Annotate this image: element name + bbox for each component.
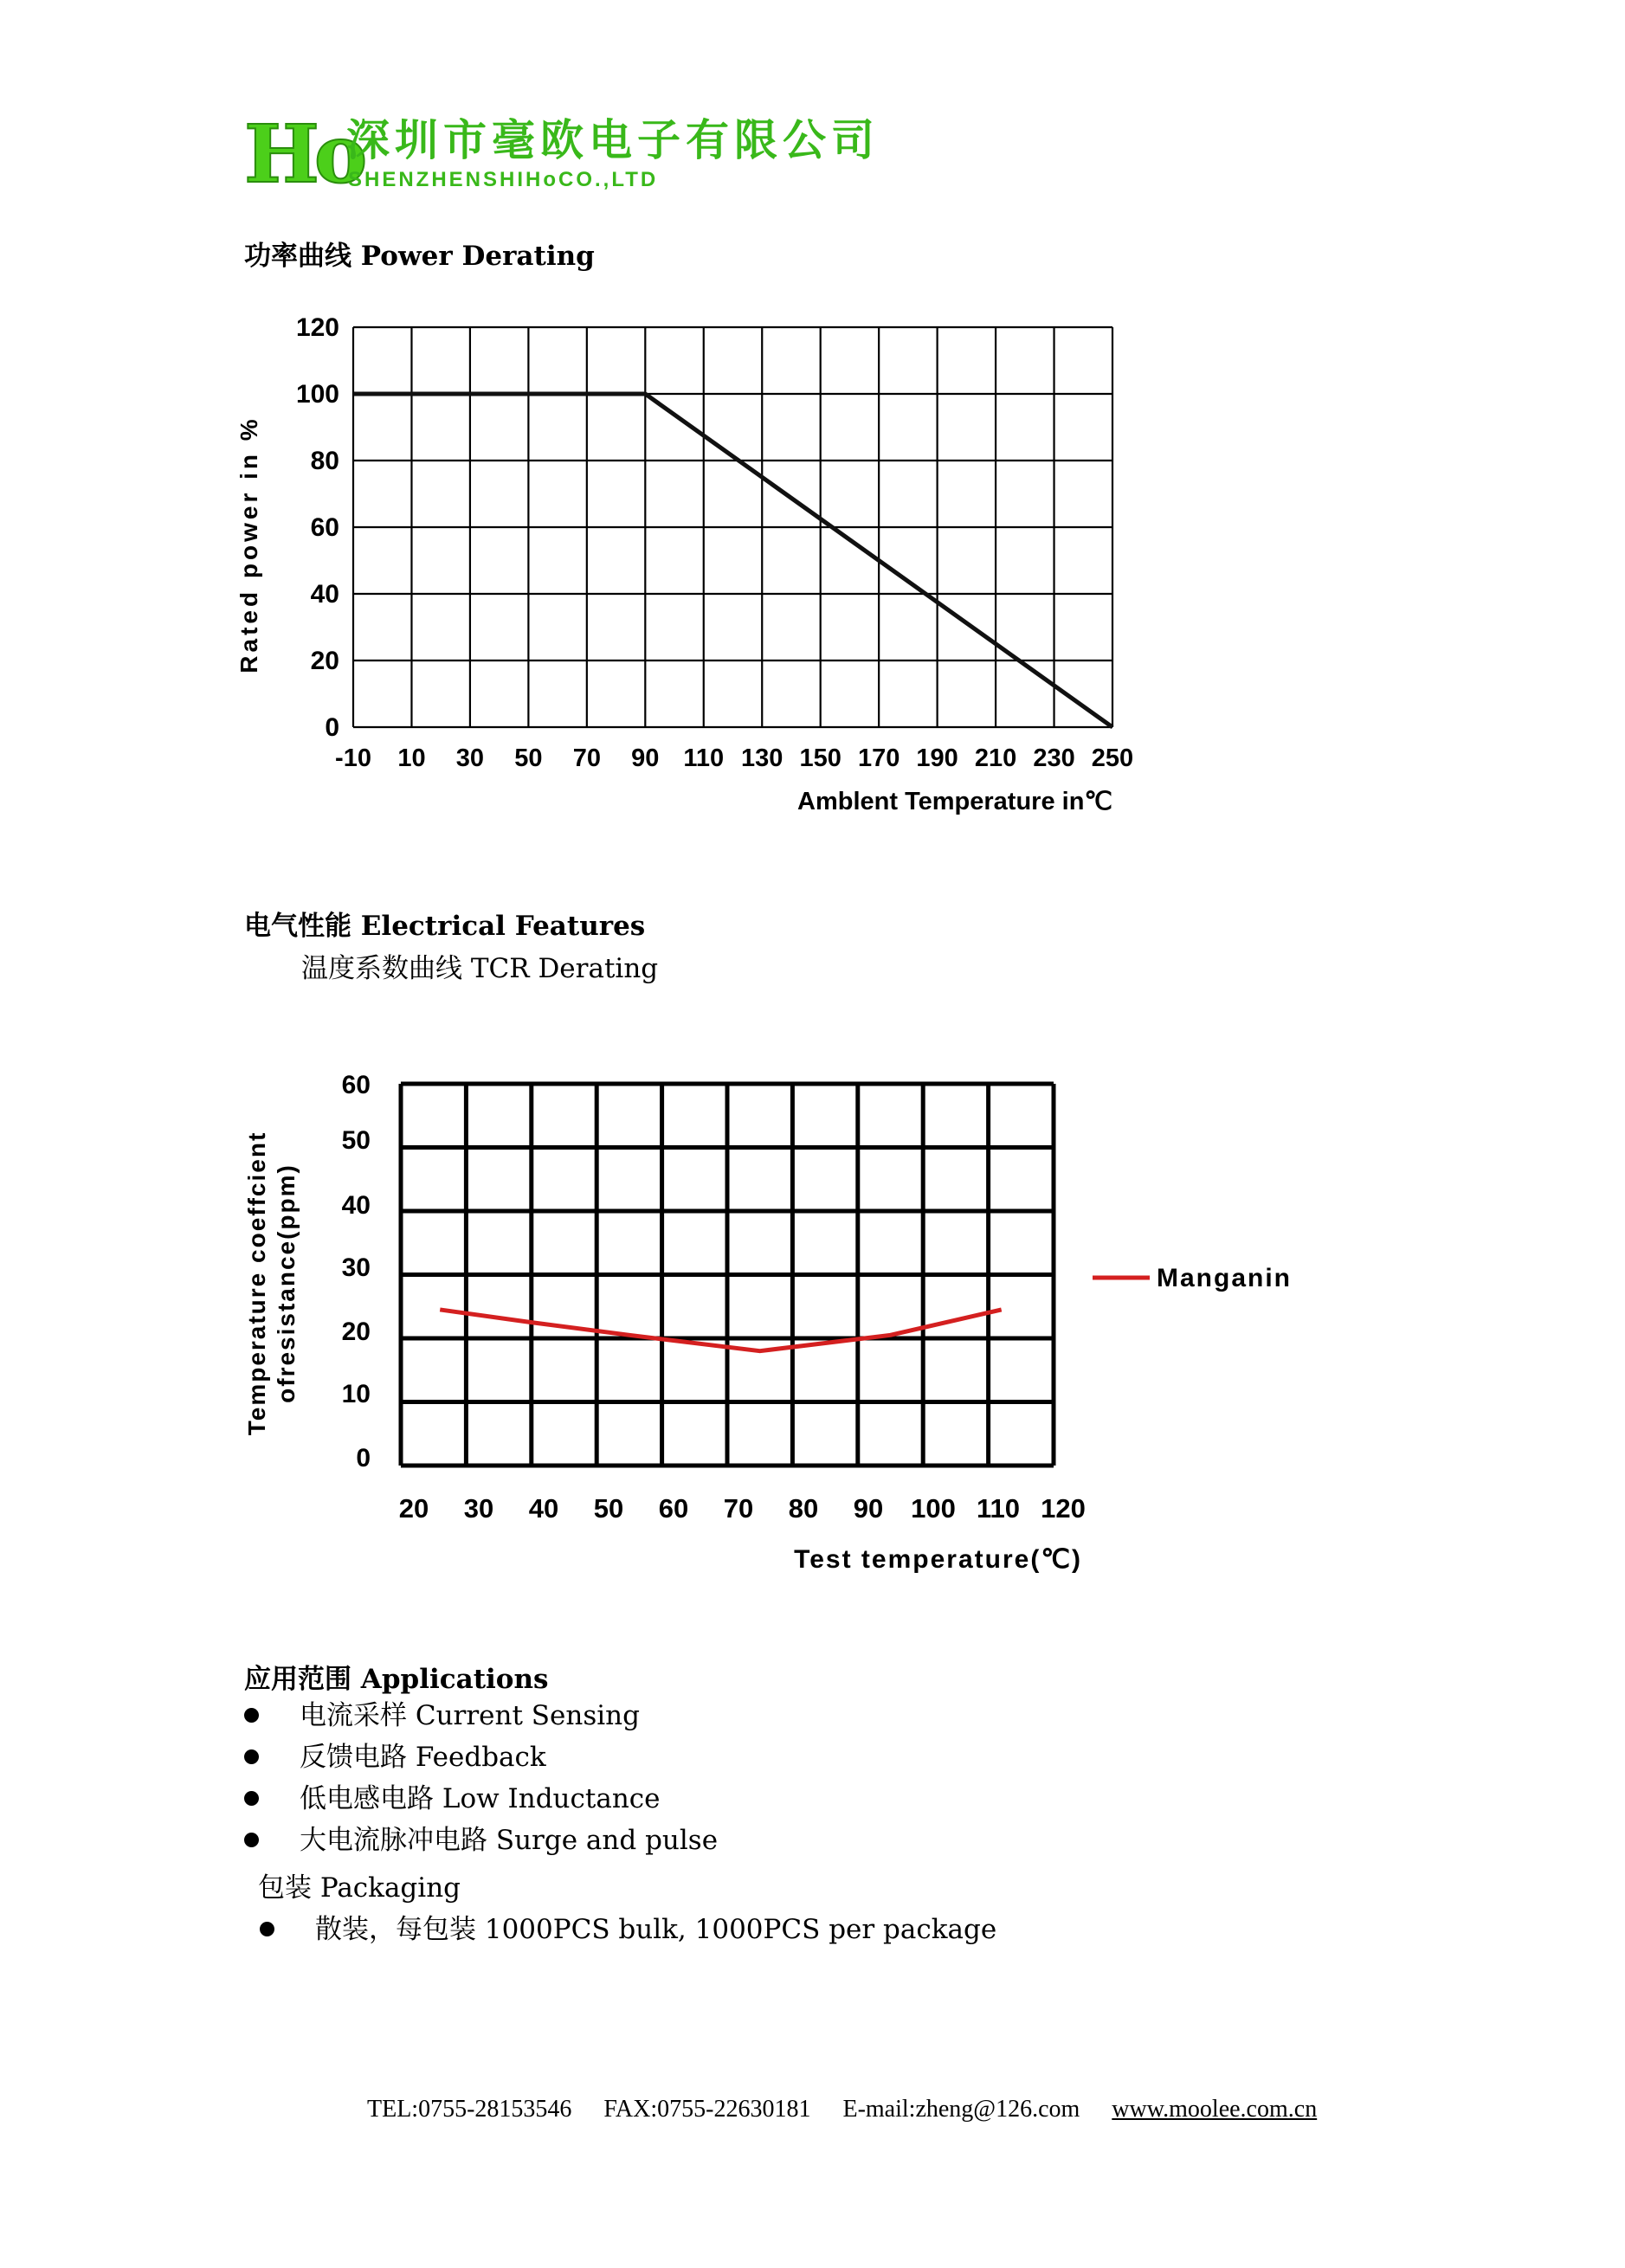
company-name-en: SHENZHENSHIHoCO.,LTD: [348, 168, 659, 191]
y-tick-label: 80: [310, 447, 339, 475]
bullet-icon: [260, 1922, 274, 1936]
y-tick-label: 60: [341, 1071, 371, 1099]
applications-heading: 应用范围 Applications: [244, 1664, 549, 1695]
x-tick-label: 250: [1091, 744, 1134, 772]
y-tick-label: 60: [310, 513, 339, 542]
footer-email[interactable]: E-mail:zheng@126.com: [842, 2096, 1080, 2123]
x-tick-label: 130: [741, 744, 783, 772]
x-tick-label: 10: [397, 744, 426, 772]
tcr-derating-heading: 温度系数曲线 TCR Derating: [301, 953, 659, 984]
x-tick-label: 30: [455, 744, 485, 772]
x-tick-label: 170: [857, 744, 900, 772]
x-tick-label: 100: [911, 1493, 956, 1524]
x-tick-label: 110: [683, 744, 725, 772]
electrical-features-heading: 电气性能 Electrical Features: [244, 911, 646, 942]
x-tick-label: 50: [593, 1493, 624, 1524]
x-tick-label: 80: [788, 1493, 819, 1524]
x-tick-label: 210: [974, 744, 1017, 772]
x-axis-label: Amblent Temperature in℃: [797, 788, 1112, 815]
x-tick-label: 20: [398, 1493, 429, 1524]
series-line: [353, 394, 1112, 727]
y-tick-label: 30: [341, 1253, 371, 1282]
packaging-heading: 包装 Packaging: [258, 1872, 461, 1904]
legend-label: Manganin: [1157, 1264, 1292, 1292]
bullet-icon: [244, 1708, 259, 1723]
company-name-cn: 深圳市毫欧电子有限公司: [346, 114, 880, 165]
x-tick-label: 50: [514, 744, 543, 772]
list-item-text: 低电感电路 Low Inductance: [300, 1783, 661, 1814]
y-tick-label: 10: [341, 1380, 371, 1408]
x-tick-label: 110: [976, 1493, 1021, 1524]
bullet-icon: [244, 1791, 259, 1806]
y-tick-label: 0: [325, 713, 339, 742]
y-tick-label: 20: [310, 647, 339, 675]
y-tick-label: 40: [341, 1191, 371, 1220]
company-logo: [244, 107, 880, 201]
list-item-text: 大电流脉冲电路 Surge and pulse: [300, 1825, 719, 1856]
x-tick-label: 40: [528, 1493, 559, 1524]
x-tick-label: 150: [799, 744, 842, 772]
x-tick-label: 90: [631, 744, 660, 772]
y-tick-label: 40: [310, 580, 339, 609]
logo-mark: Ho: [244, 107, 363, 201]
footer-website-link[interactable]: www.moolee.com.cn: [1112, 2096, 1318, 2123]
bullet-icon: [244, 1749, 259, 1764]
power-derating-chart: [234, 312, 1151, 831]
x-tick-label: 30: [463, 1493, 494, 1524]
x-tick-label: 70: [723, 1493, 754, 1524]
bullet-icon: [244, 1833, 259, 1847]
x-tick-label: -10: [335, 744, 371, 772]
x-axis-label: Test temperature(℃): [794, 1545, 1082, 1574]
y-axis-label: Temperature coeffcient: [243, 1131, 270, 1436]
footer-tel: TEL:0755-28153546: [367, 2096, 572, 2123]
y-tick-label: 120: [295, 313, 339, 342]
footer-contact: [367, 2094, 1317, 2125]
y-tick-label: 0: [356, 1444, 371, 1472]
y-tick-label: 20: [341, 1318, 371, 1346]
x-tick-label: 60: [658, 1493, 689, 1524]
list-item-text: 电流采样 Current Sensing: [300, 1700, 640, 1731]
y-axis-label: Rated power in %: [235, 416, 262, 673]
x-tick-label: 190: [916, 744, 958, 772]
tcr-derating-chart: [234, 1056, 1316, 1593]
y-tick-label: 50: [341, 1126, 371, 1155]
x-tick-label: 230: [1033, 744, 1075, 772]
x-tick-label: 90: [853, 1493, 884, 1524]
list-item-text: 反馈电路 Feedback: [300, 1742, 546, 1773]
y-tick-label: 100: [295, 380, 339, 409]
x-tick-label: 70: [572, 744, 601, 772]
series-line-manganin: [440, 1310, 1001, 1351]
packaging-item-text: 散装，每包装 1000PCS bulk, 1000PCS per package: [315, 1914, 997, 1945]
footer-fax: FAX:0755-22630181: [603, 2096, 811, 2123]
x-tick-label: 120: [1041, 1493, 1086, 1524]
y-axis-label-line2: ofresistance(ppm): [273, 1163, 300, 1403]
power-derating-heading: 功率曲线 Power Derating: [244, 241, 595, 272]
